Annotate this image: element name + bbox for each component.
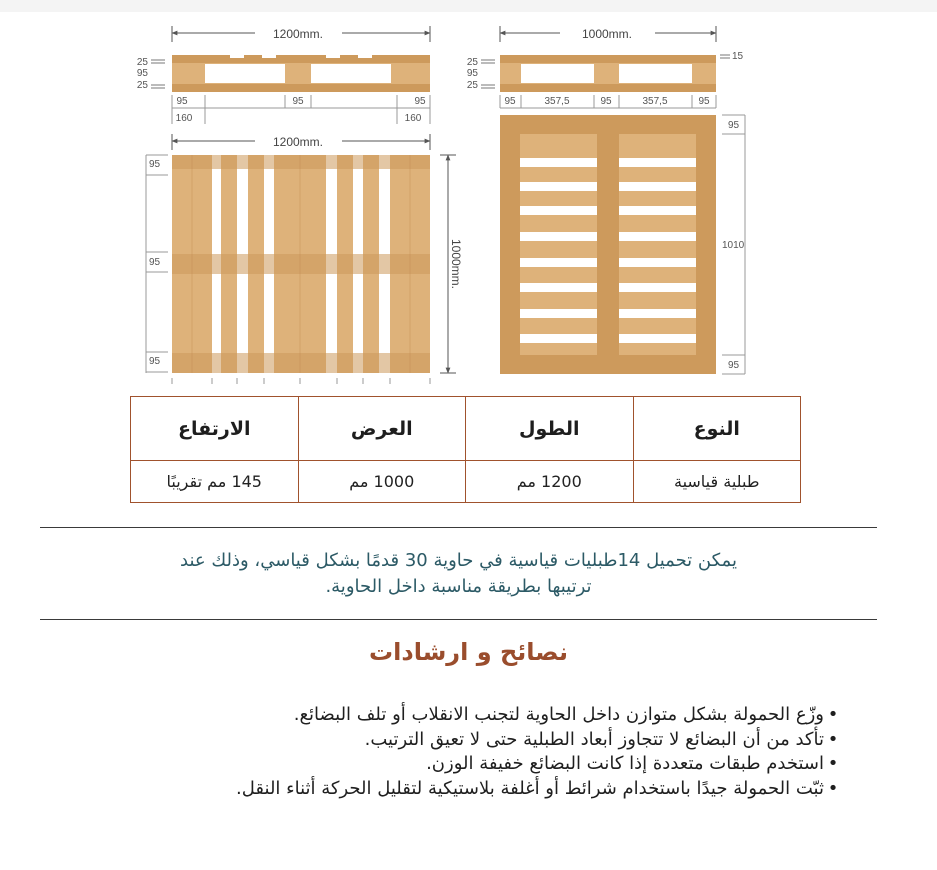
note-line: يمكن تحميل 14طبليات قياسية في حاوية 30 قدمًا بشكل قياسي، وذلك عند (180, 550, 737, 571)
list-item (236, 752, 842, 777)
pallet-dimension-diagram (0, 0, 937, 390)
table-header-cell: النوع (633, 397, 801, 461)
note-line: ترتيبها بطريقة مناسبة داخل الحاوية. (325, 576, 592, 597)
table-cell: 1000 مم (298, 461, 466, 503)
right-side-view (467, 26, 744, 108)
right-bottom-label: 95 (504, 96, 516, 107)
left-side-view (137, 26, 430, 124)
side-left-label: 25 (136, 80, 148, 91)
mid-left-width-label: 1200mm. (272, 135, 324, 149)
tips-list (236, 703, 842, 801)
side-right-label: 25 (466, 80, 478, 91)
left-bottom-label: 160 (175, 113, 193, 124)
side-right-label: 95 (466, 68, 478, 79)
side-left-label: 25 (136, 57, 148, 68)
tip-text: استخدم طبقات متعددة إذا كانت البضائع خفيفة الوزن. (426, 753, 824, 774)
right-top-view (500, 115, 745, 374)
right-face-label: 1010 (722, 240, 745, 251)
table-row (131, 461, 801, 503)
table-header-row (131, 397, 801, 461)
tip-text: وزّع الحمولة بشكل متوازن داخل الحاوية لتجنب الانقلاب أو تلف البضائع. (293, 704, 824, 725)
right-face-label: 95 (728, 360, 740, 371)
side-right-label: 25 (466, 57, 478, 68)
table-cell: 1200 مم (466, 461, 634, 503)
table-header-cell: الطول (466, 397, 634, 461)
side-left-label: 95 (136, 68, 148, 79)
container-note (40, 548, 877, 600)
left-bottom-label: 95 (414, 96, 426, 107)
right-bottom-label: 357,5 (642, 96, 668, 107)
tip-text: تأكد من أن البضائع لا تتجاوز أبعاد الطبلية حتى لا تعيق الترتيب. (364, 728, 824, 750)
left-height-label: 1000mm. (449, 238, 463, 290)
top-right-width-label: 1000mm. (581, 27, 633, 41)
table-header-cell: العرض (298, 397, 466, 461)
right-face-label: 95 (728, 120, 740, 131)
right-bottom-label: 95 (698, 96, 710, 107)
right-bottom-label: 95 (600, 96, 612, 107)
left-face-label: 95 (149, 257, 161, 268)
divider-bottom (40, 619, 877, 620)
left-bottom-label: 160 (404, 113, 422, 124)
tips-heading: نصائح و ارشادات (369, 638, 568, 666)
divider-top (40, 527, 877, 528)
left-bottom-label: 95 (292, 96, 304, 107)
list-item (236, 777, 842, 802)
top-left-width-label: 1200mm. (272, 27, 324, 41)
tip-text: ثبّت الحمولة جيدًا باستخدام شرائط أو أغلفة بلاستيكية لتقليل الحركة أثناء النقل. (236, 777, 824, 799)
right-bottom-label: 357,5 (544, 96, 570, 107)
table-cell: 145 مم تقريبًا (131, 461, 299, 503)
left-bottom-label: 95 (176, 96, 188, 107)
left-face-label: 95 (149, 356, 161, 367)
right-top-extra-label: 15 (732, 51, 744, 62)
pallet-spec-table (130, 396, 801, 503)
left-top-view (146, 134, 463, 384)
table-cell: طبلية قياسية (633, 461, 801, 503)
left-face-label: 95 (149, 159, 161, 170)
list-item (236, 728, 842, 753)
list-item (236, 703, 842, 728)
table-header-cell: الارتفاع (131, 397, 299, 461)
